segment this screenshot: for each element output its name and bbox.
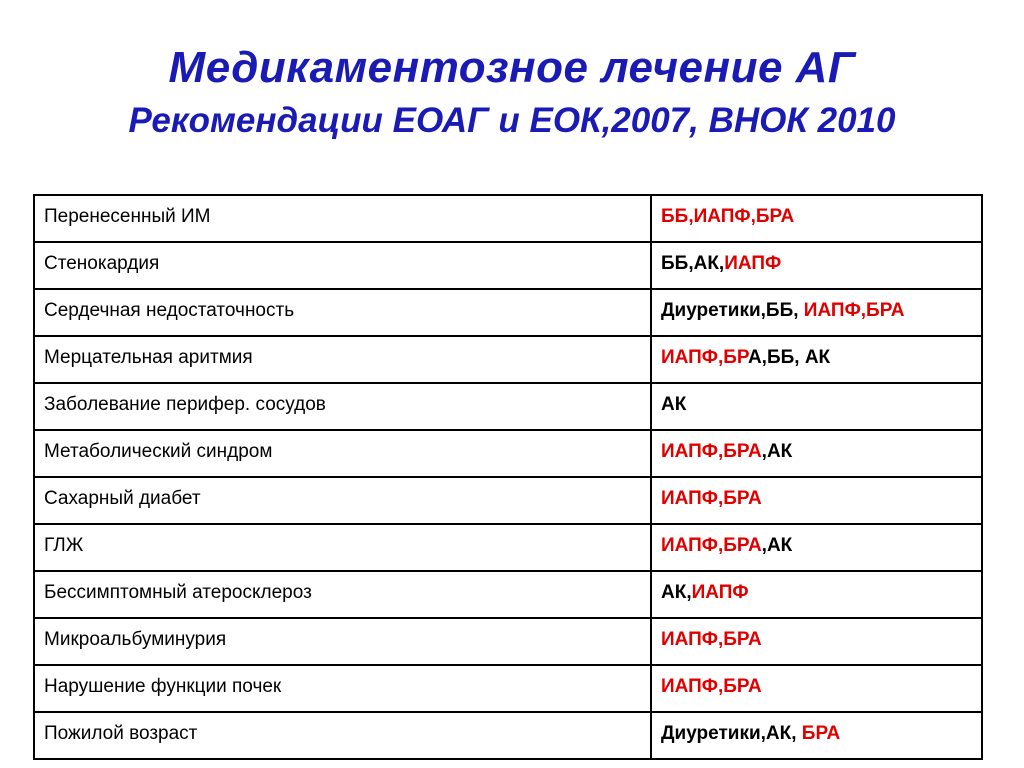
drug-cell xyxy=(651,336,982,383)
drug-cell xyxy=(651,242,982,289)
drug-segment: ИАПФ,БР xyxy=(661,346,748,368)
condition-cell: Нарушение функции почек xyxy=(34,665,651,712)
drug-segment: ИАПФ,БРА xyxy=(661,675,762,697)
recommendations-table-body xyxy=(34,195,982,759)
drug-segment: Диуретики,ББ, xyxy=(661,299,804,321)
drug-segment: АК, xyxy=(661,581,692,603)
drug-cell xyxy=(651,289,982,336)
drug-segment: ИАПФ,БРА xyxy=(661,628,762,650)
drug-segment: ИАПФ xyxy=(724,252,782,274)
drug-segment: ИАПФ,БРА xyxy=(661,487,762,509)
table-row xyxy=(34,242,982,289)
condition-cell: Заболевание перифер. сосудов xyxy=(34,383,651,430)
drug-cell xyxy=(651,712,982,759)
drug-cell xyxy=(651,571,982,618)
table-row xyxy=(34,195,982,242)
table-row xyxy=(34,665,982,712)
slide-title-block xyxy=(0,40,1024,144)
drug-segment: ББ,АК, xyxy=(661,252,725,274)
drug-segment: ИАПФ,БРА xyxy=(661,440,762,462)
condition-cell: Микроальбуминурия xyxy=(34,618,651,665)
drug-segment: АК xyxy=(661,393,687,415)
drug-segment: ИАПФ xyxy=(691,581,749,603)
table-row xyxy=(34,430,982,477)
drug-cell xyxy=(651,195,982,242)
drug-cell xyxy=(651,524,982,571)
drug-segment: ББ,ИАПФ,БРА xyxy=(661,205,795,227)
slide-subtitle: Рекомендации ЕОАГ и ЕОК,2007, ВНОК 2010 xyxy=(128,101,896,140)
table-row xyxy=(34,336,982,383)
condition-cell: Перенесенный ИМ xyxy=(34,195,651,242)
condition-cell: Сердечная недостаточность xyxy=(34,289,651,336)
drug-segment: ИАПФ,БРА xyxy=(661,534,762,556)
drug-cell xyxy=(651,665,982,712)
recommendations-table xyxy=(33,194,983,760)
slide-title: Медикаментозное лечение АГ xyxy=(168,43,856,92)
table-row xyxy=(34,477,982,524)
drug-segment: БРА xyxy=(801,722,841,744)
drug-cell xyxy=(651,618,982,665)
table-row xyxy=(34,618,982,665)
drug-cell xyxy=(651,477,982,524)
table-row xyxy=(34,524,982,571)
table-row xyxy=(34,383,982,430)
table-row xyxy=(34,289,982,336)
condition-cell: Бессимптомный атеросклероз xyxy=(34,571,651,618)
condition-cell: Стенокардия xyxy=(34,242,651,289)
condition-cell: Мерцательная аритмия xyxy=(34,336,651,383)
drug-segment: ,АК xyxy=(761,534,793,556)
table-row xyxy=(34,712,982,759)
drug-segment: ИАПФ,БРА xyxy=(803,299,905,321)
drug-segment: А,ББ, АК xyxy=(747,346,831,368)
drug-cell xyxy=(651,430,982,477)
condition-cell: Метаболический синдром xyxy=(34,430,651,477)
table-row xyxy=(34,571,982,618)
condition-cell: ГЛЖ xyxy=(34,524,651,571)
condition-cell: Сахарный диабет xyxy=(34,477,651,524)
drug-cell xyxy=(651,383,982,430)
drug-segment: ,АК xyxy=(761,440,793,462)
condition-cell: Пожилой возраст xyxy=(34,712,651,759)
drug-segment: Диуретики,АК, xyxy=(661,722,802,744)
